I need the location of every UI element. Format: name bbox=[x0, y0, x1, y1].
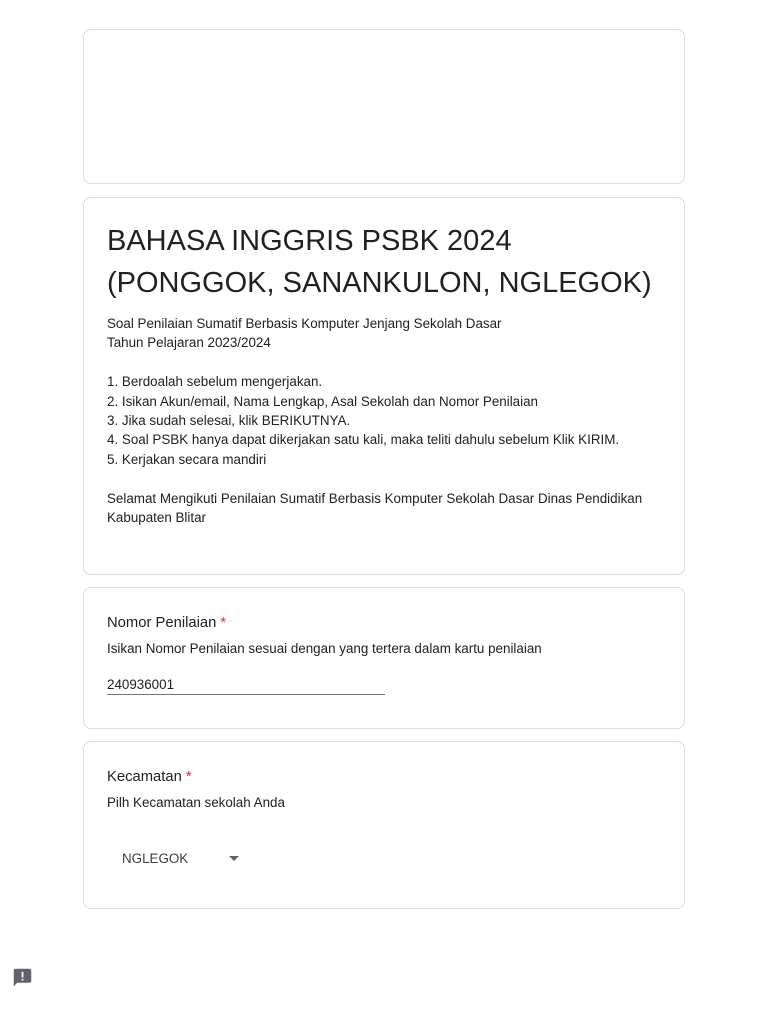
form-header-card bbox=[83, 197, 685, 575]
question-card-nomor-penilaian bbox=[83, 587, 685, 729]
header-banner-card bbox=[83, 29, 685, 184]
chevron-down-icon bbox=[229, 856, 239, 861]
question-help-text: Pilh Kecamatan sekolah Anda bbox=[107, 795, 285, 810]
required-asterisk: * bbox=[220, 615, 227, 631]
form-title: BAHASA INGGRIS PSBK 2024 (PONGGOK, SANANKULON, NGLEGOK) bbox=[107, 225, 652, 299]
question-card-kecamatan bbox=[83, 741, 685, 909]
question-title bbox=[107, 766, 192, 788]
required-asterisk: * bbox=[185, 769, 192, 785]
form-description: Soal Penilaian Sumatif Berbasis Komputer Jenjang Sekolah Dasar Tahun Pelajaran 2023/2024 1. Berdoalah sebelum mengerjakan. 2. Isikan Akun/email, Nama Lengkap, Asal Sekolah dan Nomor Penilaian 3. Jika sudah selesai, klik BERIKUTNYA. 4. Soal PSBK hanya dapat dikerjakan satu kali, maka teliti dahulu sebelum Klik KIRIM. 5. Kerjakan secara mandiri Selamat Mengikuti Penilaian Sumatif Berbasis Komputer Sekolah Dasar Dinas Pendidikan Kabupaten Blitar bbox=[107, 316, 643, 526]
question-title-text: Nomor Penilaian bbox=[107, 615, 217, 631]
report-problem-icon[interactable] bbox=[12, 967, 33, 988]
dropdown-selected-value: NGLEGOK bbox=[122, 850, 189, 866]
question-title-text: Kecamatan bbox=[107, 769, 182, 785]
question-help-text: Isikan Nomor Penilaian sesuai dengan yang tertera dalam kartu penilaian bbox=[107, 641, 542, 656]
question-title bbox=[107, 612, 226, 634]
nomor-penilaian-input[interactable] bbox=[107, 674, 385, 695]
kecamatan-dropdown[interactable] bbox=[107, 838, 267, 878]
